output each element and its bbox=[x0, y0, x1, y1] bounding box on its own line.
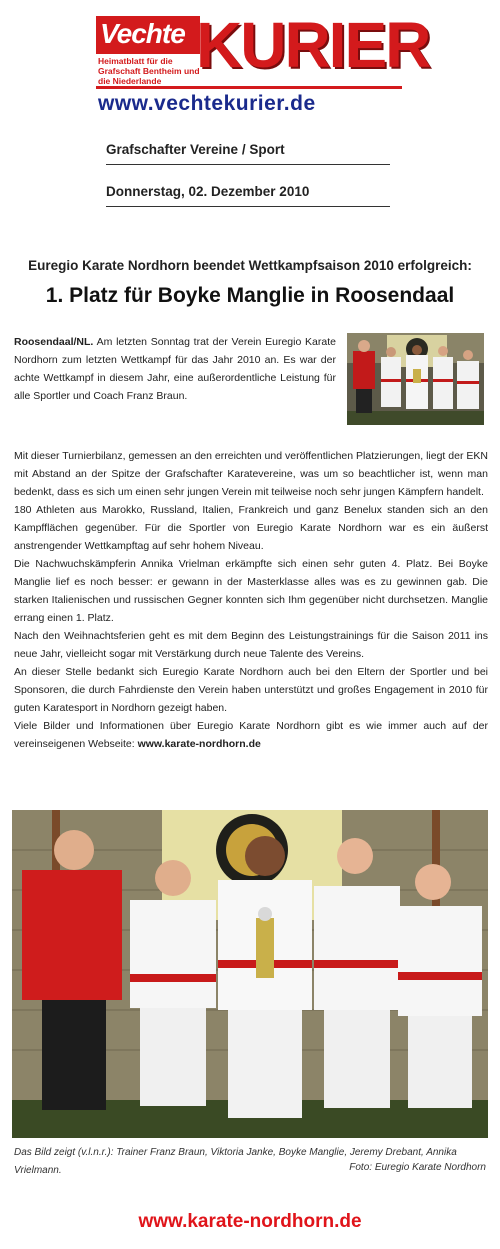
article-paragraph: 180 Athleten aus Marokko, Russland, Italien, Frankreich und ganz Benelux standen sich an den Kampfflächen gegenüber. Für die Sportler von Euregio Karate Nordhorn war es ein äußerst anstrengender Wettkampftag auf sehr hohem Niveau. bbox=[14, 504, 488, 552]
photo-caption: Das Bild zeigt (v.l.n.r.): Trainer Franz Braun, Viktoria Janke, Boyke Manglie, Jeremy Drebant, Annika Vrielmann. bbox=[14, 1147, 457, 1176]
masthead-logo bbox=[96, 9, 430, 118]
section-label: Grafschafter Vereine / Sport bbox=[106, 142, 390, 165]
article-paragraph: Die Nachwuchskämpferin Annika Vrielman erkämpfte sich einen sehr guten 4. Platz. Bei Boyke Manglie lief es noch besser: er gewann in der Masterklasse alles was es zu gewinnen gab. Die starken Italienischen und russischen Gegner konnten sich Ihm gegenüber nicht durchsetzen. Manglie errang einen 1. Platz. bbox=[14, 558, 488, 624]
article-kicker: Euregio Karate Nordhorn beendet Wettkampfsaison 2010 erfolgreich: bbox=[28, 258, 472, 273]
team-photo-small-image bbox=[347, 333, 484, 425]
photo-credit: Foto: Euregio Karate Nordhorn bbox=[349, 1162, 486, 1173]
article-dateline: Roosendaal/NL. bbox=[14, 336, 94, 348]
article-paragraph: Nach den Weihnachtsferien geht es mit dem Beginn des Leistungstrainings für die Saison 2011 ins neue Jahr, vielleicht sogar mit Verstärkung durch neue Talente des Vereins. bbox=[14, 630, 488, 660]
logo-divider bbox=[96, 86, 402, 89]
article-intro bbox=[14, 333, 336, 405]
article-closing-text: Viele Bilder und Informationen über Euregio Karate Nordhorn gibt es wie immer auch auf der vereinseigenen Webseite: bbox=[14, 720, 488, 750]
logo-brand-left: Vechte bbox=[100, 18, 185, 49]
publication-date: Donnerstag, 02. Dezember 2010 bbox=[106, 184, 390, 207]
team-photo-large-image bbox=[12, 810, 488, 1138]
footer-website-link[interactable]: www.karate-nordhorn.de bbox=[138, 1211, 362, 1232]
club-website-link[interactable]: www.karate-nordhorn.de bbox=[137, 738, 261, 750]
article-headline: 1. Platz für Boyke Manglie in Roosendaal bbox=[45, 284, 455, 307]
article-intro-text: Am letzten Sonntag trat der Verein Euregio Karate Nordhorn zum letzten Wettkampf für das Jahr 2010 an. Es war der achte Wettkampf in diesem Jahr, eine außerordentliche Leistung für alle Sportler und Coach Franz Braun. bbox=[14, 336, 336, 402]
article-paragraph: An dieser Stelle bedankt sich Euregio Karate Nordhorn auch bei den Eltern der Sportler und bei Sponsoren, die durch Fahrdienste den Verein haben unterstützt und großes Engagement in 2010 für guten Karatesport in Nordhorn gezeigt haben. bbox=[14, 666, 488, 714]
logo-url: www.vechtekurier.de bbox=[98, 92, 316, 115]
team-photo-large bbox=[12, 810, 488, 1138]
logo-tagline: Heimatblatt für die Grafschaft Bentheim und die Niederlande bbox=[98, 56, 200, 86]
article-closing bbox=[14, 717, 488, 753]
team-photo-small bbox=[347, 333, 484, 425]
article-paragraph: Mit dieser Turnierbilanz, gemessen an den erreichten und veröffentlichen Platzierungen, liegt der EKN mit Abstand an der Spitze der Grafschafter Karatevereine, was um so beachtlicher ist, wenn man bedenkt, dass es sich um einen sehr jungen Verein mit teilweise noch sehr jungen Kämpfern handelt. bbox=[14, 450, 488, 498]
article-body bbox=[14, 447, 488, 753]
logo-brand-right: KURIER bbox=[196, 9, 430, 81]
